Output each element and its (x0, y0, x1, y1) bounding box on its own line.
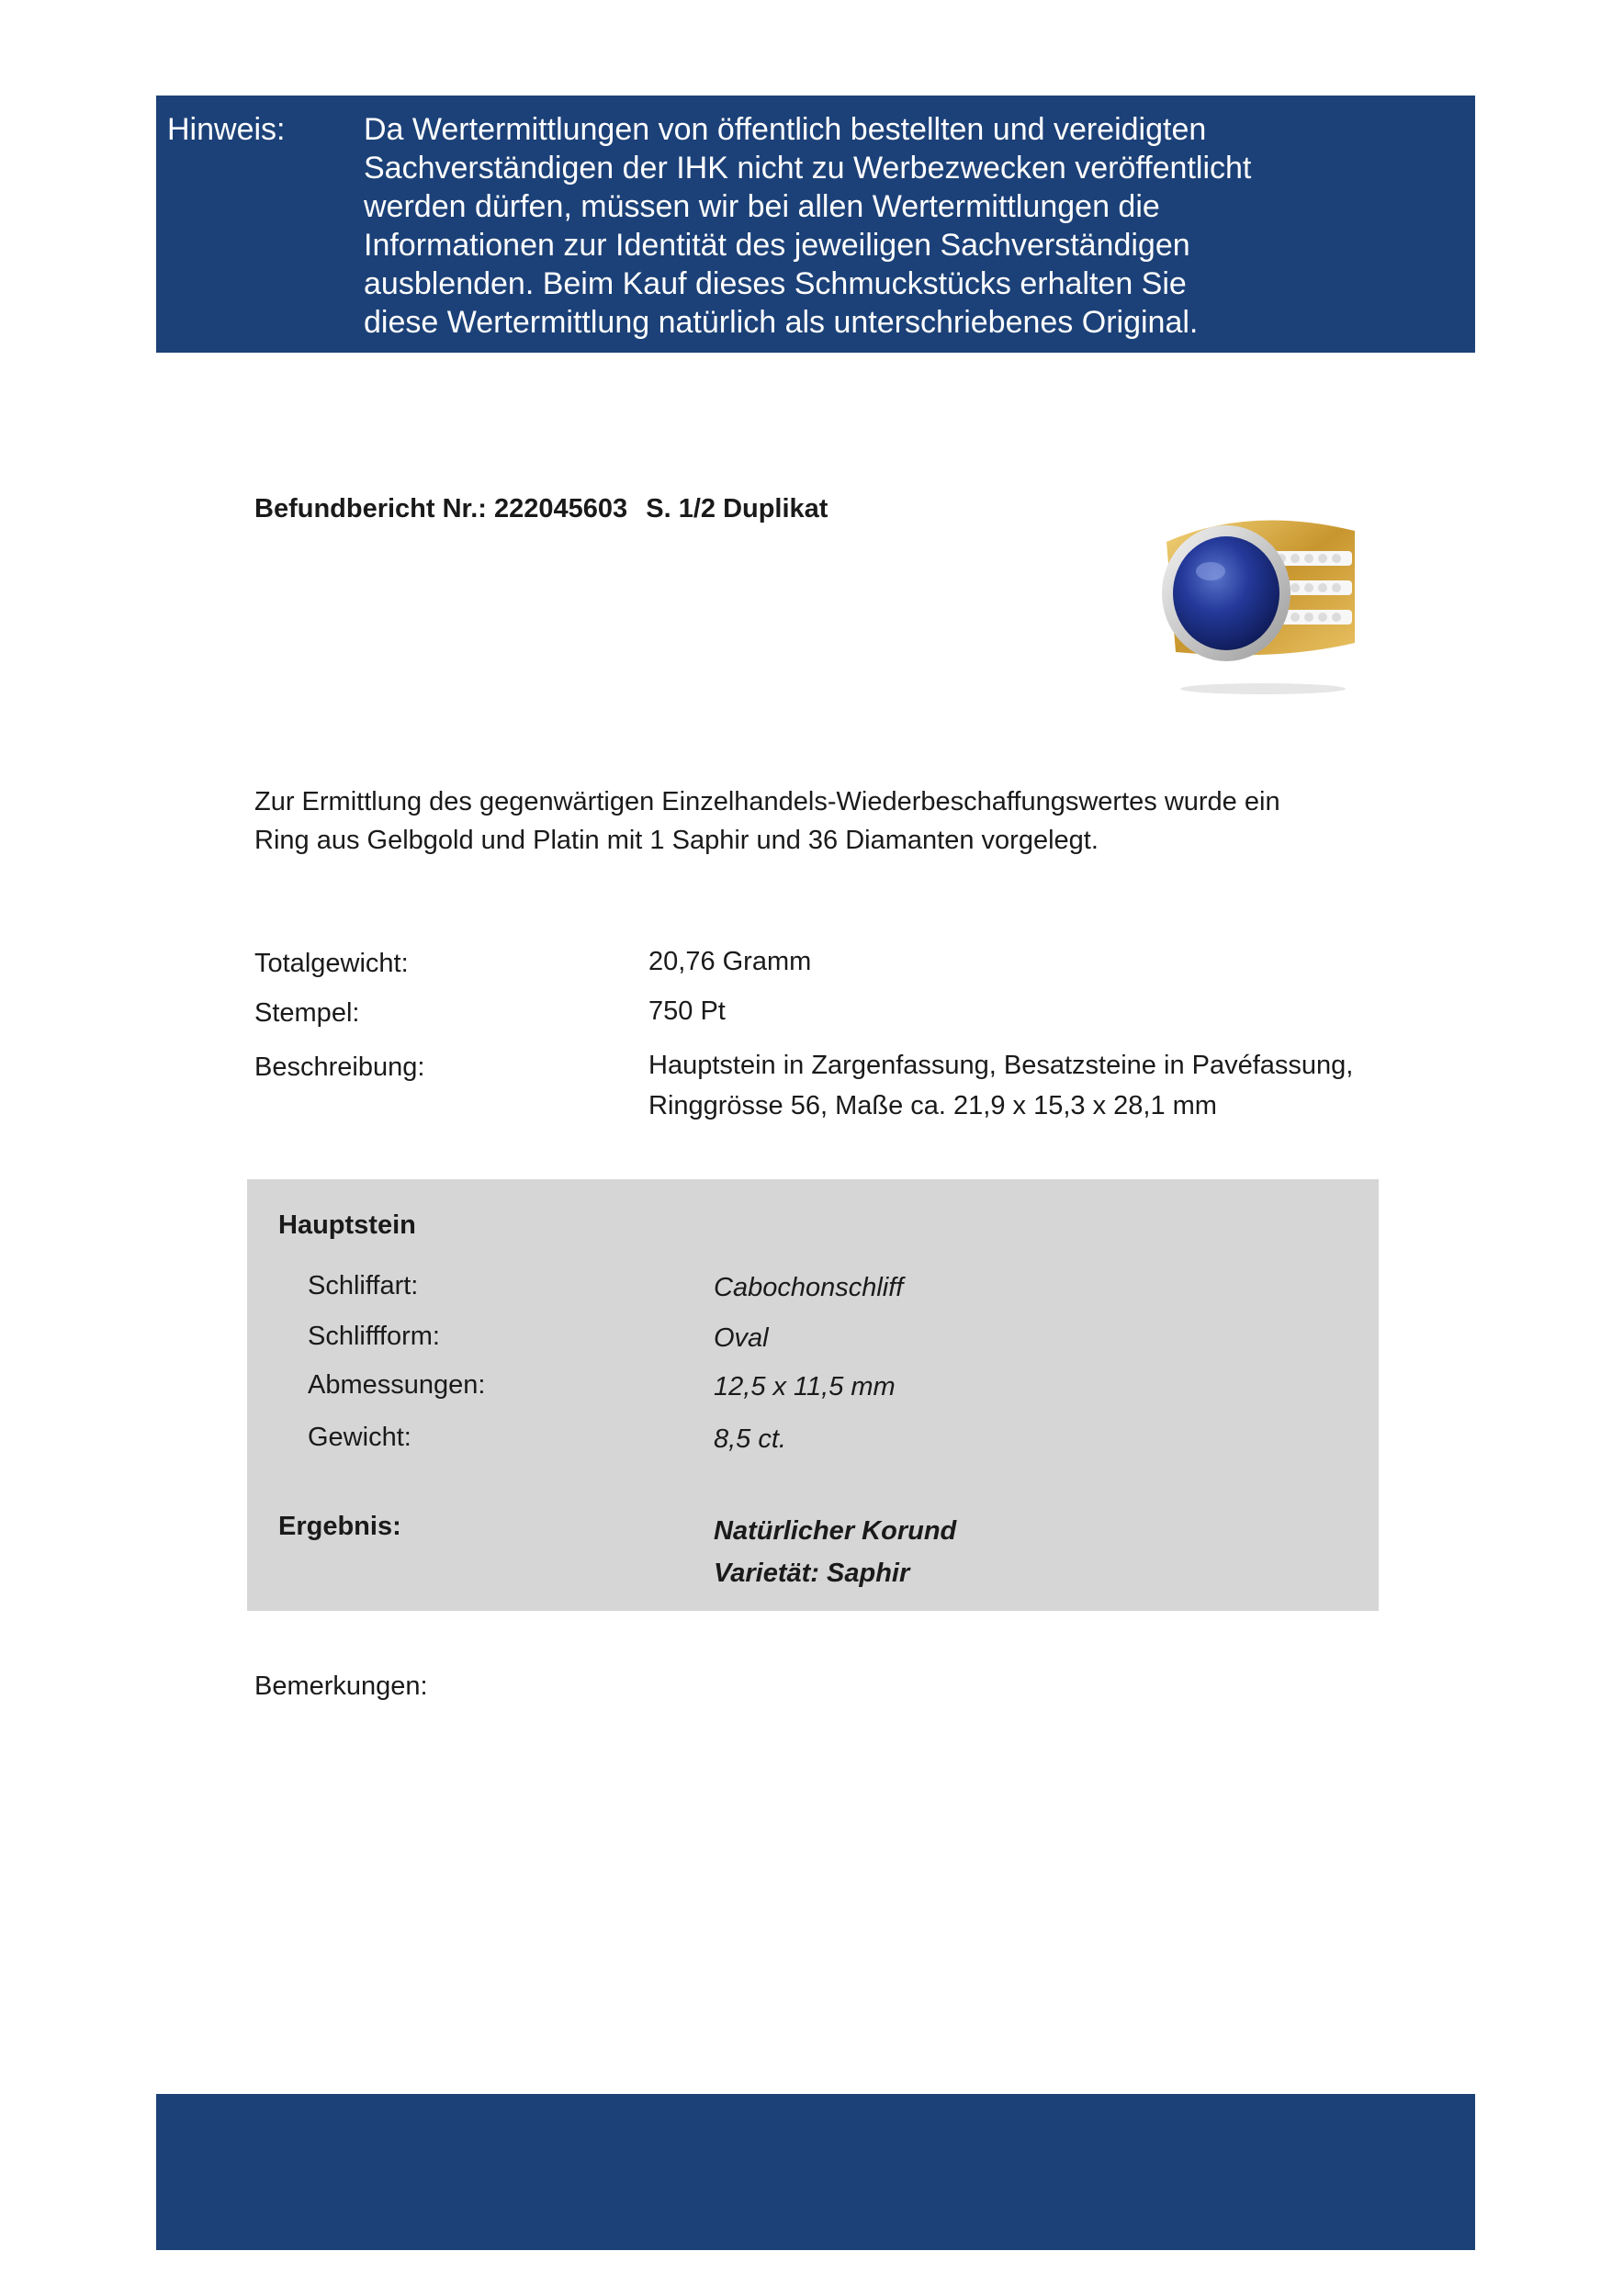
stamp-text: 750 Pt (648, 996, 726, 1026)
stamp-value (648, 991, 726, 1031)
intro-text (254, 782, 1412, 860)
result-value (714, 1510, 956, 1594)
stamp-label: Stempel: (254, 998, 360, 1028)
notice-line: ausblenden. Beim Kauf dieses Schmuckstücks erhalten Sie (364, 266, 1187, 301)
notice-label: Hinweis: (167, 112, 286, 147)
total-weight-text: 20,76 Gramm (648, 947, 812, 976)
notice-line: werden dürfen, müssen wir bei allen Wertermittlungen die (364, 189, 1160, 224)
remarks-label: Bemerkungen: (254, 1671, 428, 1701)
intro-line: Zur Ermittlung des gegenwärtigen Einzelhandels-Wiederbeschaffungswertes wurde ein (254, 787, 1280, 816)
result-line: Natürlicher Korund (714, 1516, 957, 1546)
description-label: Beschreibung: (254, 1052, 425, 1082)
intro-line: Ring aus Gelbgold und Platin mit 1 Saphir und 36 Diamanten vorgelegt. (254, 826, 1099, 855)
notice-line: diese Wertermittlung natürlich als unterschriebenes Original. (364, 305, 1199, 340)
shape-label: Schliffform: (308, 1322, 440, 1351)
cut-value: Cabochonschliff (714, 1273, 904, 1302)
notice-banner (156, 96, 1475, 353)
footer-banner (156, 2094, 1475, 2250)
notice-line: Informationen zur Identität des jeweiligen Sachverständigen (364, 228, 1190, 263)
main-stone-title: Hauptstein (278, 1210, 416, 1240)
dimensions-value: 12,5 x 11,5 mm (714, 1372, 896, 1401)
gem-weight-value: 8,5 ct. (714, 1424, 786, 1454)
result-label: Ergebnis: (278, 1512, 401, 1541)
dimensions-label: Abmessungen: (308, 1370, 486, 1400)
report-page: S. 1/2 Duplikat (646, 494, 828, 523)
notice-line: Da Wertermittlungen von öffentlich bestellten und vereidigten (364, 112, 1207, 147)
description-line: Ringgrösse 56, Maße ca. 21,9 x 15,3 x 28,1 mm (648, 1091, 1217, 1120)
total-weight-value (648, 941, 811, 982)
report-number: Befundbericht Nr.: 222045603 (254, 494, 628, 523)
ring-photo (1148, 505, 1369, 698)
report-header (254, 494, 828, 524)
description-line: Hauptstein in Zargenfassung, Besatzsteine in Pavéfassung, (648, 1051, 1354, 1080)
shape-value: Oval (714, 1323, 769, 1353)
notice-line: Sachverständigen der IHK nicht zu Werbezwecken veröffentlicht (364, 151, 1252, 186)
cut-label: Schliffart: (308, 1271, 419, 1300)
notice-text (364, 110, 1448, 342)
total-weight-label: Totalgewicht: (254, 949, 409, 978)
result-line: Varietät: Saphir (714, 1559, 910, 1588)
gem-weight-label: Gewicht: (308, 1423, 411, 1452)
description-value (648, 1045, 1353, 1126)
main-stone-box (247, 1179, 1379, 1611)
